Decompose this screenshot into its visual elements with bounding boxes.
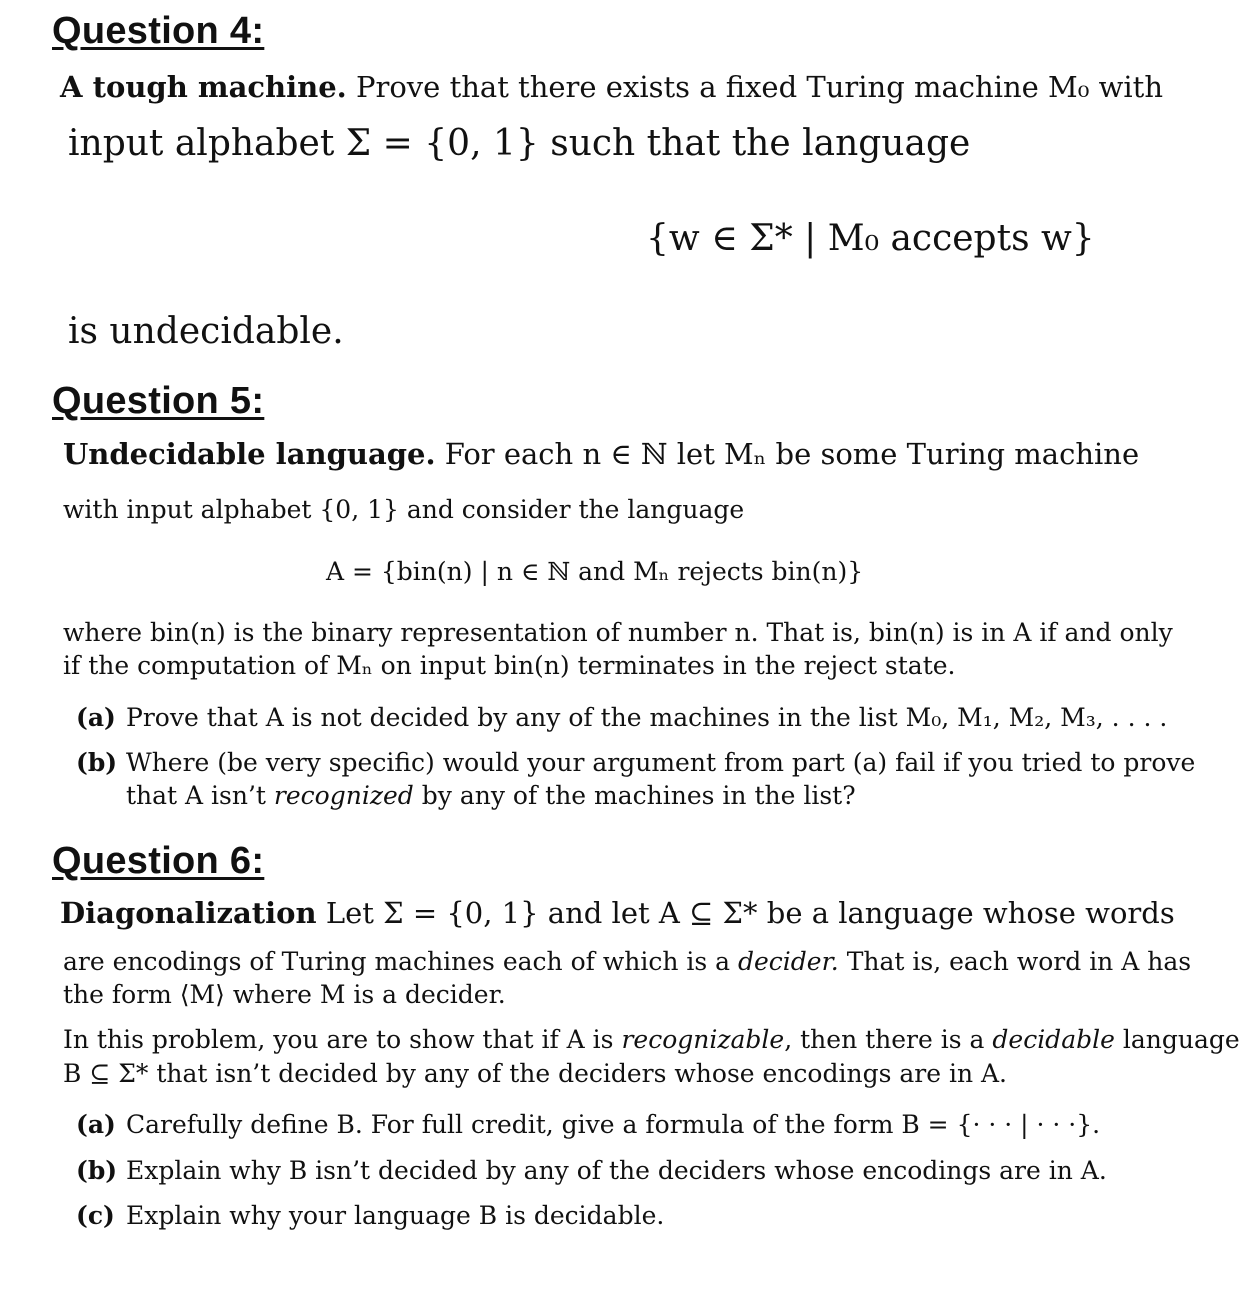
q5-formula: A = {bin(n) | n ∈ ℕ and Mₙ rejects bin(n)} <box>326 557 864 586</box>
q6-line-1-text: Let Σ = {0, 1} and let A ⊆ Σ* be a language whose words <box>325 896 1175 930</box>
q6-paragraph-2-line-1 <box>63 1027 1240 1052</box>
q5-paragraph-line-1: where bin(n) is the binary representation of number n. That is, bin(n) is in A if and only <box>63 618 1173 647</box>
q6-paragraph-2-line-2: B ⊆ Σ* that isn’t decided by any of the deciders whose encodings are in A. <box>63 1059 1007 1088</box>
q6-line-2 <box>63 949 1191 974</box>
q5-line-1 <box>63 437 1140 471</box>
q5-line-1-text: For each n ∈ ℕ let Mₙ be some Turing machine <box>444 437 1140 471</box>
q5-part-a-text: Prove that A is not decided by any of the machines in the list M₀, M₁, M₂, M₃, . . . . <box>126 703 1168 732</box>
q6-p2-post: language <box>1114 1025 1240 1054</box>
q6-p2-pre: In this problem, you are to show that if A is <box>63 1025 622 1054</box>
q6-recognizable-emphasis: recognizable <box>621 1025 785 1054</box>
q6-line-2-pre: are encodings of Turing machines each of which is a <box>63 947 738 976</box>
q6-part-c-text: Explain why your language B is decidable. <box>126 1201 665 1230</box>
q6-line-2-post: That is, each word in A has <box>838 947 1192 976</box>
q4-formula: {w ∈ Σ* | M₀ accepts w} <box>646 218 1095 259</box>
q6-part-c <box>76 1203 664 1228</box>
q4-line-2: input alphabet Σ = {0, 1} such that the language <box>68 123 971 164</box>
q5-title: Undecidable language. <box>63 437 436 471</box>
q6-line-3: the form ⟨M⟩ where M is a decider. <box>63 980 506 1009</box>
q6-part-b-label: (b) <box>76 1156 118 1185</box>
q6-part-a-text: Carefully define B. For full credit, give a formula of the form B = {· · · | · · ·}. <box>126 1110 1101 1139</box>
q5-part-b-line-2-pre: that A isn’t <box>126 781 274 810</box>
q6-part-b <box>76 1158 1107 1183</box>
q4-line-1 <box>60 70 1163 104</box>
q6-part-b-text: Explain why B isn’t decided by any of the deciders whose encodings are in A. <box>126 1156 1107 1185</box>
q5-paragraph-line-2: if the computation of Mₙ on input bin(n) terminates in the reject state. <box>63 651 956 680</box>
q4-line-1-text: Prove that there exists a fixed Turing machine M₀ with <box>355 70 1163 104</box>
q5-part-b-line-2 <box>126 783 856 808</box>
q5-part-b-line-2-post: by any of the machines in the list? <box>413 781 856 810</box>
q6-part-a <box>76 1112 1100 1137</box>
question-4-heading: Question 4: <box>52 10 265 52</box>
q6-decider-emphasis: decider. <box>738 947 839 976</box>
q6-line-1 <box>60 896 1175 930</box>
q6-decidable-emphasis: decidable <box>992 1025 1115 1054</box>
q6-p2-mid: , then there is a <box>784 1025 993 1054</box>
question-5-heading: Question 5: <box>52 380 265 422</box>
q5-part-b-text-line-1: Where (be very specific) would your argument from part (a) fail if you tried to prove <box>126 748 1196 777</box>
q6-part-c-label: (c) <box>76 1201 115 1230</box>
q5-line-2: with input alphabet {0, 1} and consider the language <box>63 495 745 524</box>
q6-part-a-label: (a) <box>76 1110 116 1139</box>
q6-title: Diagonalization <box>60 896 317 930</box>
question-6-heading: Question 6: <box>52 840 265 882</box>
q5-part-a-label: (a) <box>76 703 116 732</box>
q4-title: A tough machine. <box>60 70 347 104</box>
q5-part-b <box>76 750 1195 775</box>
q5-part-a <box>76 705 1167 730</box>
q4-line-3: is undecidable. <box>68 311 344 352</box>
q5-part-b-emphasis: recognized <box>273 781 414 810</box>
q5-part-b-label: (b) <box>76 748 118 777</box>
